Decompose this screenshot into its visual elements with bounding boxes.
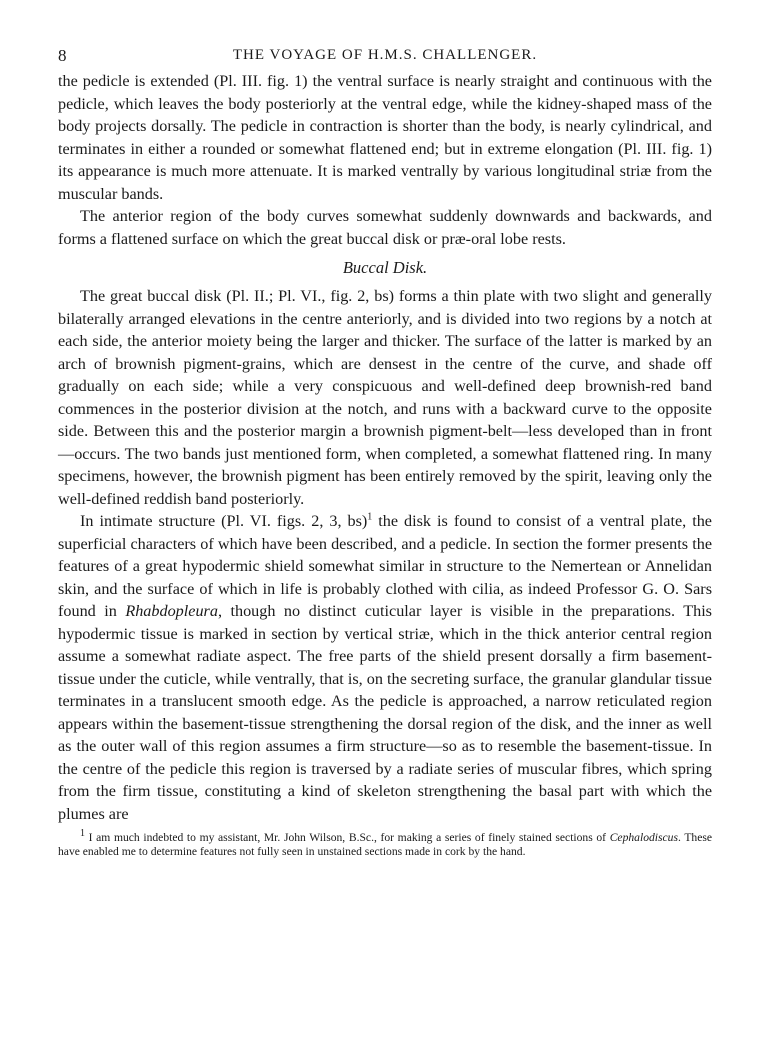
page-header	[58, 44, 712, 70]
footnote-ref: 1	[367, 511, 373, 523]
genus-name: Rhabdopleura	[125, 602, 218, 620]
paragraph-4-part-a: In intimate structure (Pl. VI. figs. 2, 3, bs)	[80, 512, 368, 530]
paragraph-4-part-c: , though no distinct cuticular layer is visible in the preparations. This hypodermic tissue is marked in section by vertical striæ, which in the thick anterior central region assume a somewhat radiate aspect. The free parts of the shield present dorsally a firm basement-tissue under the cuticle, while ventrally, that is, on the secreting surface, the granular glandular tissue terminates in a translucent smooth edge. As the pedicle is approached, a narrow reticulated region appears within the basement-tissue strengthening the dorsal region of the disk, and the inner as well as the outer wall of this region assumes a firm structure—so as to resemble the basement-tissue. In the centre of the pedicle this region is traversed by a radiate series of muscular fibres, which spring from the firm tissue, constituting a kind of skeleton strengthening the basal part with which the plumes are	[58, 602, 712, 823]
footnote-marker: 1	[80, 828, 85, 840]
page	[58, 44, 712, 858]
paragraph-2: The anterior region of the body curves somewhat suddenly downwards and backwards, and forms a flattened surface on which the great buccal disk or præ-oral lobe rests.	[58, 207, 712, 248]
running-title: THE VOYAGE OF H.M.S. CHALLENGER.	[232, 47, 538, 63]
paragraph-4	[58, 510, 712, 825]
paragraph-4-part-b: the disk is found to consist of a ventral plate, the superficial characters of which have been described, and a pedicle. In section the former presents the features of a great hypodermic shield somewhat similar in structure to the Nemertean or Annelidan skin, and the surface of which in life is probably clothed with cilia, as indeed Professor G. O. Sars found in	[58, 512, 712, 620]
footnote-genus: Cephalodiscus	[609, 831, 678, 844]
page-number: 8	[58, 46, 68, 65]
footnote-text-a: I am much indebted to my assistant, Mr. John Wilson, B.Sc., for making a series of finely stained sections of	[85, 831, 610, 844]
paragraph-3: The great buccal disk (Pl. II.; Pl. VI., fig. 2, bs) forms a thin plate with two slight and generally bilaterally arranged elevations in the centre anteriorly, and is divided into two regions by a notch at each side, the anterior moiety being the larger and thicker. The surface of the latter is marked by an arch of brownish pigment-grains, which are densest in the centre of the curve, and shade off gradually on each side; while a very conspicuous and well-defined deep brownish-red band commences in the posterior division at the notch, and runs with a backward curve to the opposite side. Between this and the posterior margin a brownish pigment-belt—less developed than in front—occurs. The two bands just mentioned form, when completed, a somewhat flattened ring. In many specimens, however, the brownish pigment has been entirely removed by the spirit, leaving only the well-defined reddish band posteriorly.	[58, 287, 712, 508]
footnote	[58, 828, 712, 858]
paragraph-1: the pedicle is extended (Pl. III. fig. 1) the ventral surface is nearly straight and continuous with the pedicle, which leaves the body posteriorly at the ventral edge, while the kidney-shaped mass of the body projects dorsally. The pedicle in contraction is shorter than the body, is nearly cylindrical, and terminates in either a rounded or somewhat flattened end; but in extreme elongation (Pl. III. fig. 1) its appearance is much more attenuate. It is marked ventrally by various longitudinal striæ from the muscular bands.	[58, 72, 712, 203]
section-heading: Buccal Disk.	[342, 258, 428, 277]
body-text	[58, 70, 712, 825]
footnote-text-b: . These have enabled me to determine features not fully seen in unstained sections made in cork by the hand.	[58, 831, 712, 858]
